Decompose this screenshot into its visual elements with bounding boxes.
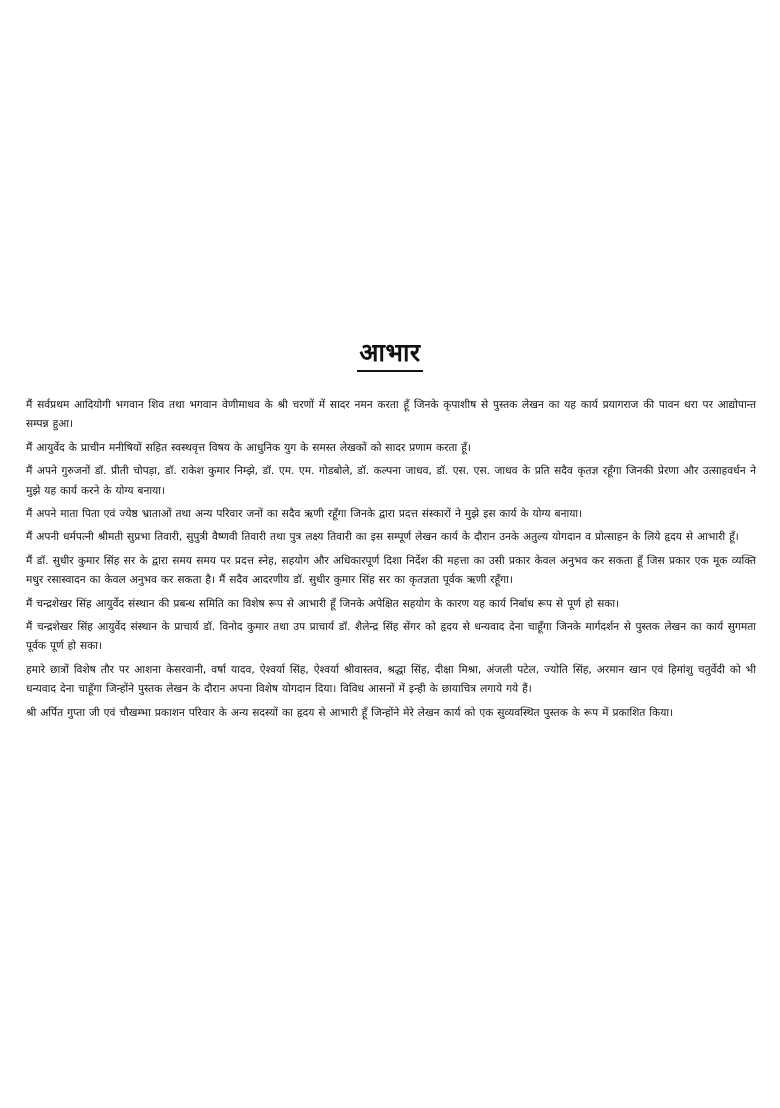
paragraph-3: मैं अपने गुरुजनों डॉ. प्रीती चोपड़ा, डॉ. राकेश कुमार निम्झे, डॉ. एम. एम. गोडबोले, डॉ. कल्पना जाधव, डॉ. एस. एस. जाधव के प्रति सदैव कृतज्ञ रहूँगा जिनकी प्रेरणा और उत्साहवर्धन ने मुझे यह कार्य करने के योग्य बनाया। — [26, 465, 756, 497]
paragraph-5: मैं अपनी धर्मपत्नी श्रीमती सुप्रभा तिवारी, सुपुत्री वैष्णवी तिवारी तथा पुत्र लक्ष्य तिवारी का इस सम्पूर्ण लेखन कार्य के दौरान उनके अतुल्य योगदान व प्रोत्साहन के लिये हृदय से आभारी हूँ। — [26, 531, 739, 544]
paragraph-10: श्री अर्पित गुप्ता जी एवं चौखम्भा प्रकाशन परिवार के अन्य सदस्यों का हृदय से आभारी हूँ जिन्होंने मेरे लेखन कार्य को एक सुव्यवस्थित पुस्तक के रूप में प्रकाशित किया। — [26, 706, 674, 719]
page-title: आभार — [357, 336, 422, 372]
paragraph-7: मैं चन्द्रशेखर सिंह आयुर्वेद संस्थान की प्रबन्ध समिति का विशेष रूप से आभारी हूँ जिनके अपेक्षित सहयोग के कारण यह कार्य निर्बाध रूप से पूर्ण हो सका। — [26, 597, 620, 610]
acknowledgement-body — [26, 396, 756, 727]
paragraph-8: मैं चन्द्रशेखर सिंह आयुर्वेद संस्थान के प्राचार्य डॉ. विनोद कुमार तथा उप प्राचार्य डॉ. शैलेन्द्र सिंह सेंगर को हृदय से धन्यवाद देना चाहूँगा जिनके मार्गदर्शन से पुस्तक लेखन का कार्य सुगमता पूर्वक पूर्ण हो सका। — [26, 621, 756, 653]
paragraph-1: मैं सर्वप्रथम आदियोगी भगवान शिव तथा भगवान वेणीमाधव के श्री चरणों में सादर नमन करता हूँ जिनके कृपाशीष से पुस्तक लेखन का यह कार्य प्रयागराज की पावन धरा पर आद्योपान्त सम्पन्न हुआ। — [26, 399, 756, 431]
paragraph-6: मैं डॉ. सुधीर कुमार सिंह सर के द्वारा समय समय पर प्रदत्त स्नेह, सहयोग और अधिकारपूर्ण दिशा निर्देश की महत्ता का उसी प्रकार केवल अनुभव कर सकता हूँ जिस प्रकार एक मूक व्यक्ति मधुर रसास्वादन का केवल अनुभव कर सकता है। मैं सदैव आदरणीय डॉ. सुधीर कुमार सिंह सर का कृतज्ञता पूर्वक ऋणी रहूँगा। — [26, 554, 756, 587]
paragraph-2: मैं आयुर्वेद के प्राचीन मनीषियों सहित स्वस्थवृत्त विषय के आधुनिक युग के समस्त लेखकों को सादर प्रणाम करता हूँ। — [26, 441, 471, 454]
paragraph-9: हमारे छात्रों विशेष तौर पर आशना केसरवानी, वर्षा यादव, ऐश्वर्या सिंह, ऐश्वर्या श्रीवास्तव, श्रद्धा सिंह, दीक्षा मिश्रा, अंजली पटेल, ज्योति सिंह, अरमान खान एवं हिमांशु चतुर्वेदी को भी धन्यवाद देना चाहूँगा जिन्होंने पुस्तक लेखन के दौरान अपना विशेष योगदान दिया। विविध आसनों में इन्ही के छायाचित्र लगाये गये हैं। — [26, 663, 756, 696]
paragraph-4: मैं अपने माता पिता एवं ज्येष्ठ भ्राताओं तथा अन्य परिवार जनों का सदैव ऋणी रहूँगा जिनके द्वारा प्रदत्त संस्कारों ने मुझे इस कार्य के योग्य बनाया। — [26, 508, 583, 521]
title-container — [0, 336, 780, 372]
